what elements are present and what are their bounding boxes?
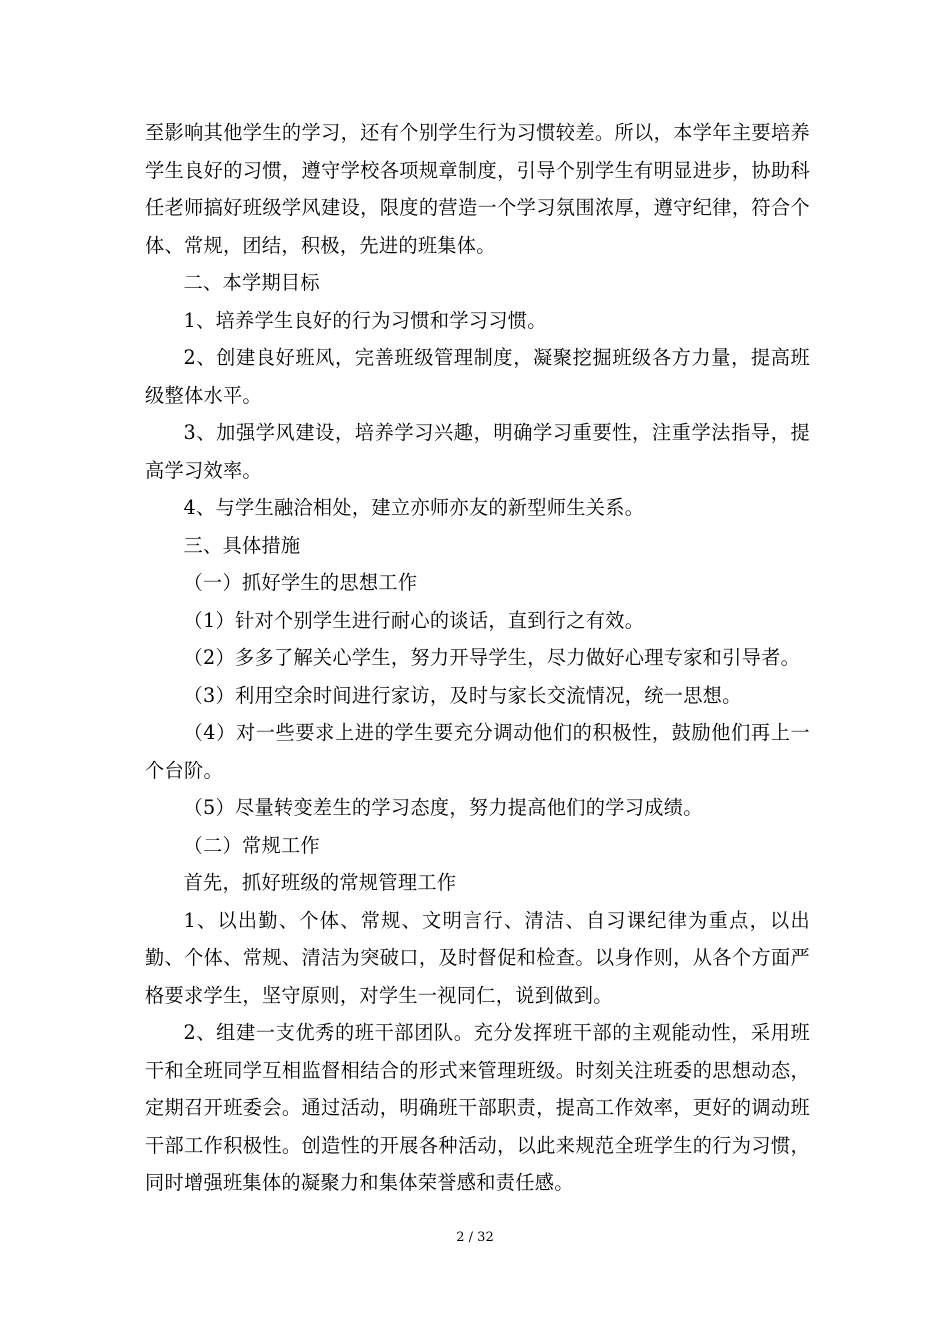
section-heading-measures: 三、具体措施 xyxy=(183,533,301,557)
goal-item-4: 4、与学生融洽相处，建立亦师亦友的新型师生关系。 xyxy=(183,496,645,519)
measure-item-4: （4）对一些要求上进的学生要充分调动他们的积极性，鼓励他们再上一个台阶。 xyxy=(145,721,810,782)
paragraph-continuation: 至影响其他学生的学习，还有个别学生行为习惯较差。所以，本学年主要培养学生良好的习惯，遵守学校各项规章制度，引导个别学生有明显进步，协助科任老师搞好班级学风建设，限度的营造一个学习氛围浓厚，遵守纪律，符合个体、常规，团结，积极，先进的班集体。 xyxy=(145,121,810,257)
routine-intro: 首先，抓好班级的常规管理工作 xyxy=(183,871,457,894)
goal-item-2: 2、创建良好班风，完善班级管理制度，凝聚挖掘班级各方力量，提高班级整体水平。 xyxy=(145,346,810,407)
measure-item-3: （3）利用空余时间进行家访，及时与家长交流情况，统一思想。 xyxy=(183,683,742,707)
measure-item-2: （2）多多了解关心学生，努力开导学生，尽力做好心理专家和引导者。 xyxy=(183,646,801,669)
routine-item-1: 1、以出勤、个体、常规、文明言行、清洁、自习课纪律为重点，以出勤、个体、常规、清洁为突破口，及时督促和检查。以身作则，从各个方面严格要求学生，坚守原则，对学生一视同仁，说到做到。 xyxy=(145,908,810,1007)
measure-item-1: （1）针对个别学生进行耐心的谈话，直到行之有效。 xyxy=(183,608,645,632)
page-number: 2 / 32 xyxy=(456,1230,494,1245)
measure-item-5: （5）尽量转变差生的学习态度，努力提高他们的学习成绩。 xyxy=(183,796,703,819)
goal-item-3: 3、加强学风建设，培养学习兴趣，明确学习重要性，注重学法指导，提高学习效率。 xyxy=(145,421,810,482)
section-heading-goals: 二、本学期目标 xyxy=(183,271,320,294)
document-body xyxy=(145,114,810,1202)
subsection-heading-routine: （二）常规工作 xyxy=(183,833,320,857)
goal-item-1: 1、培养学生良好的行为习惯和学习习惯。 xyxy=(183,308,547,332)
routine-item-2: 2、组建一支优秀的班干部团队。充分发挥班干部的主观能动性，采用班干和全班同学互相监督相结合的形式来管理班级。时刻关注班委的思想动态，定期召开班委会。通过活动，明确班干部职责，提高工作效率，更好的调动班干部工作积极性。创造性的开展各种活动，以此来规范全班学生的行为习惯，同时增强班集体的凝聚力和集体荣誉感和责任感。 xyxy=(145,1021,810,1194)
subsection-heading-thinking: （一）抓好学生的思想工作 xyxy=(183,571,418,594)
